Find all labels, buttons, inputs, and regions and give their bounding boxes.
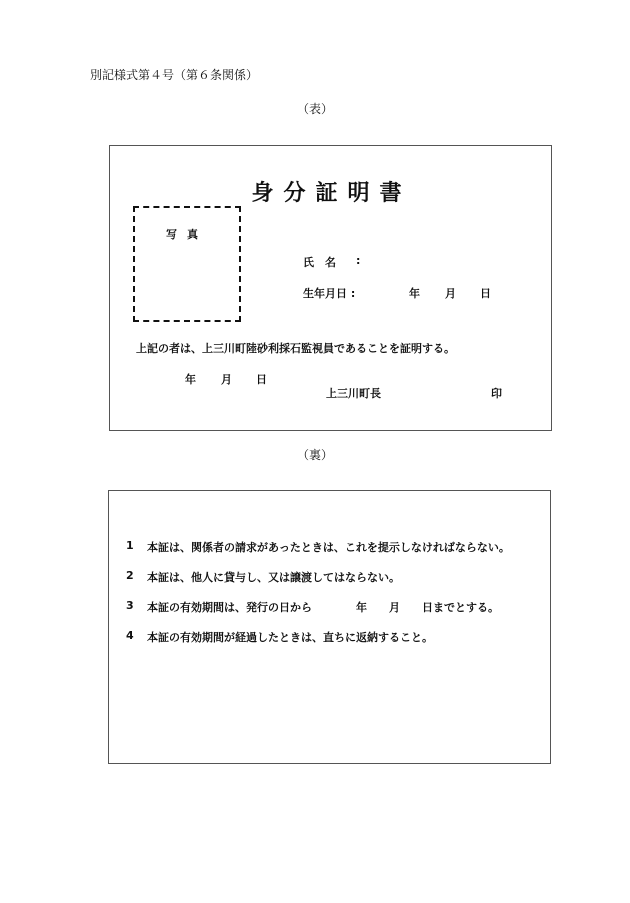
note-text: 本証は、関係者の請求があったときは、これを提示しなければならない。 [147,541,510,554]
back-side-label: （裏） [296,448,333,462]
front-side-label: （表） [296,102,333,116]
birthdate-label: 生年月日 : [303,287,356,300]
name-colon: : [356,254,361,267]
birthdate-month-label: 月 [445,287,456,300]
issue-year-label: 年 [185,373,196,386]
issue-day-label: 日 [256,373,267,386]
note-number: 2 [126,569,134,582]
certification-statement: 上記の者は、上三川町陸砂利採石監視員であることを証明する。 [136,342,455,355]
photo-label: 写真 [166,228,208,241]
seal-mark: 印 [491,387,502,400]
issue-month-label: 月 [221,373,232,386]
birthdate-day-label: 日 [480,287,491,300]
birthdate-year-label: 年 [409,287,420,300]
note-text: 本証は、他人に貸与し、又は譲渡してはならない。 [147,571,400,584]
note-number: 1 [126,539,134,552]
id-card-back [108,490,551,764]
id-card-front [109,145,552,431]
mayor-title: 上三川町長 [326,387,381,400]
document-title: 身分証明書 [251,181,412,206]
note-text: 本証の有効期間は、発行の日から 年 月 日までとする。 [147,601,499,614]
name-label: 氏 名 [303,256,336,269]
form-number: 別記様式第４号（第６条関係） [90,68,259,82]
note-number: 4 [126,629,134,642]
note-number: 3 [126,599,134,612]
photo-placeholder [133,206,241,322]
note-text: 本証の有効期間が経過したときは、直ちに返納すること。 [147,631,433,644]
